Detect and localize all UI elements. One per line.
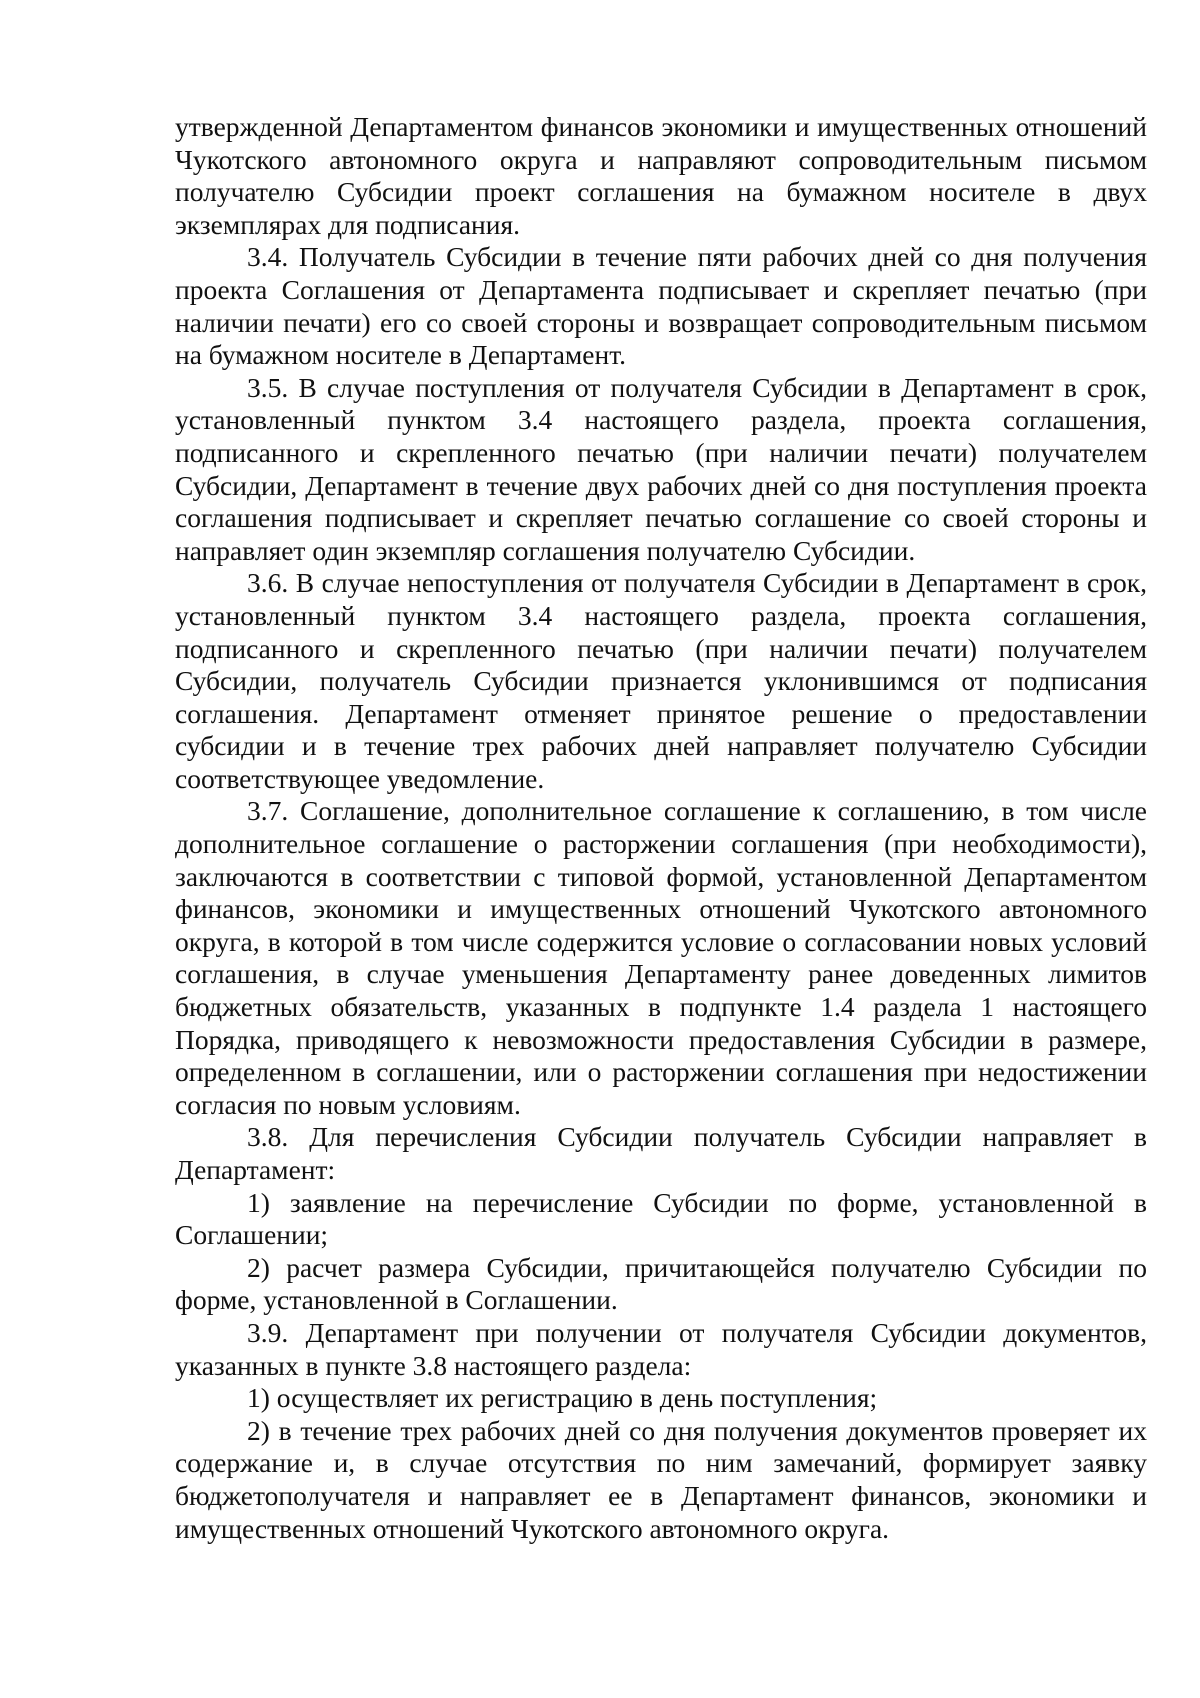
paragraph-3-6: 3.6. В случае непоступления от получателя Субсидии в Департамент в срок, установленный пунктом 3.4 настоящего раздела, проекта соглашения, подписанного и скрепленного печатью (при наличии печати) получателем Субсидии, получатель Субсидии признается уклонившимся от подписания соглашения. Департамент отменяет принятое решение о предоставлении субсидии и в течение трех рабочих дней направляет получателю Субсидии соответствующее уведомление. [175, 567, 1147, 794]
paragraph-3-9-item-1: 1) осуществляет их регистрацию в день поступления; [247, 1382, 878, 1414]
document-body [175, 111, 1147, 1545]
paragraph-3-8-item-2: 2) расчет размера Субсидии, причитающейся получателю Субсидии по форме, установленной в Соглашении. [175, 1251, 1147, 1316]
paragraph-3-9-item-2: 2) в течение трех рабочих дней со дня получения документов проверяет их содержание и, в случае отсутствия по ним замечаний, формирует заявку бюджетополучателя и направляет ее в Департамент финансов, экономики и имущественных отношений Чукотского автономного округа. [175, 1414, 1147, 1544]
paragraph-continuation: утвержденной Департаментом финансов экономики и имущественных отношений Чукотского автономного округа и направляют сопроводительным письмом получателю Субсидии проект соглашения на бумажном носителе в двух экземплярах для подписания. [175, 111, 1147, 240]
paragraph-3-7: 3.7. Соглашение, дополнительное соглашение к соглашению, в том числе дополнительное соглашение о расторжении соглашения (при необходимости), заключаются в соответствии с типовой формой, установленной Департаментом финансов, экономики и имущественных отношений Чукотского автономного округа, в которой в том числе содержится условие о согласовании новых условий соглашения, в случае уменьшения Департаменту ранее доведенных лимитов бюджетных обязательств, указанных в подпункте 1.4 раздела 1 настоящего Порядка, приводящего к невозможности предоставления Субсидии в размере, определенном в соглашении, или о расторжении соглашения при недостижении согласия по новым условиям. [175, 795, 1147, 1120]
paragraph-3-9: 3.9. Департамент при получении от получателя Субсидии документов, указанных в пункте 3.8 настоящего раздела: [175, 1316, 1147, 1381]
paragraph-3-5: 3.5. В случае поступления от получателя Субсидии в Департамент в срок, установленный пунктом 3.4 настоящего раздела, проекта соглашения, подписанного и скрепленного печатью (при наличии печати) получателем Субсидии, Департамент в течение двух рабочих дней со дня поступления проекта соглашения подписывает и скрепляет печатью соглашение со своей стороны и направляет один экземпляр соглашения получателю Субсидии. [175, 371, 1147, 566]
paragraph-3-4: 3.4. Получатель Субсидии в течение пяти рабочих дней со дня получения проекта Соглашения от Департамента подписывает и скрепляет печатью (при наличии печати) его со своей стороны и возвращает сопроводительным письмом на бумажном носителе в Департамент. [175, 241, 1147, 371]
paragraph-3-8: 3.8. Для перечисления Субсидии получатель Субсидии направляет в Департамент: [175, 1121, 1147, 1185]
paragraph-3-8-item-1: 1) заявление на перечисление Субсидии по форме, установленной в Соглашении; [175, 1186, 1147, 1251]
